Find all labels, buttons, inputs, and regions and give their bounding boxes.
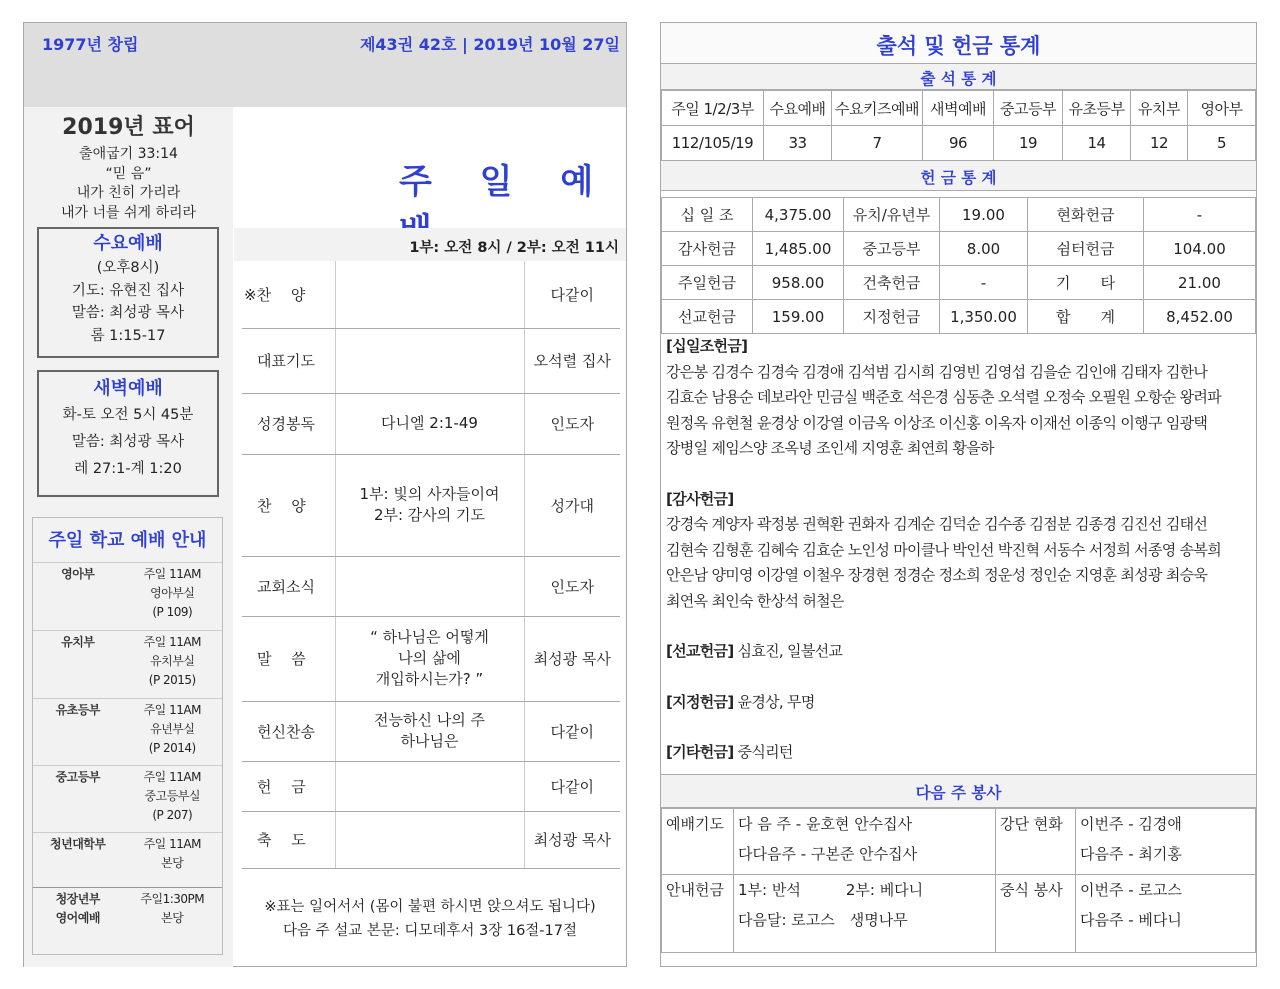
school-dept: 유초등부 bbox=[55, 703, 100, 717]
attendance-header: 영아부 bbox=[1188, 91, 1256, 126]
attendance-header: 유치부 bbox=[1131, 91, 1188, 126]
designated-label: [지정헌금] bbox=[666, 692, 734, 711]
motto-block bbox=[24, 111, 233, 223]
order-row bbox=[242, 761, 620, 811]
thanks-label: [감사헌금] bbox=[666, 489, 734, 508]
order-row bbox=[242, 261, 620, 328]
order-row bbox=[242, 556, 620, 616]
school-info bbox=[123, 699, 222, 765]
lunch-names bbox=[1076, 874, 1256, 952]
order-item: 말 씀 bbox=[242, 616, 335, 701]
offering-label: 합 계 bbox=[1028, 300, 1144, 334]
usher-names bbox=[734, 874, 996, 952]
dawn-title: 새벽예배 bbox=[93, 378, 163, 399]
school-info-line: 주일 11AM bbox=[143, 635, 201, 649]
thanks-names-line: 최연옥 최인숙 한상석 허철은 bbox=[666, 591, 844, 610]
school-row bbox=[33, 887, 222, 947]
mission-label: [선교헌금] bbox=[666, 642, 734, 660]
order-row bbox=[242, 616, 620, 701]
attendance-header-row bbox=[662, 91, 1256, 126]
order-content bbox=[335, 454, 524, 556]
offering-value: - bbox=[940, 266, 1028, 300]
offering-label: 선교헌금 bbox=[662, 300, 753, 334]
prayer-names bbox=[734, 808, 996, 874]
school-row bbox=[33, 630, 222, 698]
school-info bbox=[123, 563, 222, 630]
offering-label: 중고등부 bbox=[844, 232, 940, 266]
bulletin-front-page bbox=[23, 22, 627, 967]
school-info-line: (P 2014) bbox=[148, 741, 196, 755]
offering-label: 건축헌금 bbox=[844, 266, 940, 300]
issue-text: 제43권 42호 | 2019년 10월 27일 bbox=[359, 35, 620, 54]
attendance-header: 유초등부 bbox=[1063, 91, 1131, 126]
attendance-value: 5 bbox=[1188, 126, 1256, 161]
school-row bbox=[33, 765, 222, 832]
motto-line: “믿 음” bbox=[105, 165, 152, 182]
offering-value: 104.00 bbox=[1144, 232, 1256, 266]
attendance-header: 중고등부 bbox=[994, 91, 1063, 126]
offering-label: 쉼터헌금 bbox=[1028, 232, 1144, 266]
school-row bbox=[33, 562, 222, 630]
service-title: 주 일 예 bbox=[399, 162, 612, 202]
other-offering bbox=[666, 740, 1252, 766]
school-info bbox=[123, 888, 222, 947]
thanks-names-line: 김현숙 김형훈 김혜숙 김효순 노인성 마이클나 박인선 박진혁 서동수 서정희 서종영 송복희 bbox=[666, 540, 1221, 559]
attendance-value: 19 bbox=[994, 126, 1063, 161]
bulletin-stats-page bbox=[660, 22, 1257, 967]
other-label: [기타헌금] bbox=[666, 743, 734, 761]
footnote-line: ※표는 일어서서 (몸이 불편 하시면 앉으셔도 됩니다) bbox=[264, 899, 596, 915]
motto-line: 내가 너를 쉬게 하리라 bbox=[60, 204, 197, 221]
wednesday-title: 수요예배 bbox=[93, 233, 163, 254]
school-info-line: 주일 11AM bbox=[143, 770, 201, 784]
attendance-header: 수요키즈예배 bbox=[832, 91, 923, 126]
attendance-table bbox=[661, 90, 1256, 161]
altar-label: 강단 현화 bbox=[996, 808, 1076, 874]
order-content-line: 하나님은 bbox=[400, 732, 459, 750]
order-content bbox=[335, 761, 524, 811]
school-dept: 중고등부 bbox=[55, 770, 100, 784]
offering-row bbox=[662, 232, 1256, 266]
tithe-names-line: 원정옥 유현철 윤경상 이강열 이금옥 이상조 이신홍 이옥자 이재선 이종익 이행구 임광택 bbox=[666, 413, 1208, 432]
footnote-line: 다음 주 설교 본문: 디모데후서 3장 16절-17절 bbox=[282, 923, 577, 939]
motto-title: 2019년 표어 bbox=[62, 115, 195, 140]
dawn-line: 말씀: 최성광 목사 bbox=[71, 434, 185, 450]
offering-label: 지정헌금 bbox=[844, 300, 940, 334]
attendance-title: 출 석 통 계 bbox=[661, 64, 1256, 90]
order-content-line: 개입하시는가? ” bbox=[375, 670, 484, 688]
order-content bbox=[335, 261, 524, 328]
order-item: 교회소식 bbox=[242, 556, 335, 616]
altar-names bbox=[1076, 808, 1256, 874]
school-info-line: 유치부실 bbox=[150, 654, 195, 668]
school-info bbox=[123, 631, 222, 698]
offering-value: 21.00 bbox=[1144, 266, 1256, 300]
order-by: 인도자 bbox=[524, 556, 620, 616]
founded-text: 1977년 창립 bbox=[42, 35, 139, 54]
order-content bbox=[335, 616, 524, 701]
order-item: 대표기도 bbox=[242, 328, 335, 393]
thanks-names-line: 안은남 양미영 이강열 이철우 장경현 정경순 정소희 정운성 정인순 지영훈 최성광 최승욱 bbox=[666, 566, 1208, 584]
school-info-line: 영아부실 bbox=[150, 586, 195, 600]
attendance-value: 96 bbox=[923, 126, 994, 161]
school-info-line: 주일 11AM bbox=[143, 837, 201, 851]
sunday-school-box bbox=[32, 517, 223, 955]
wednesday-service-box bbox=[37, 227, 219, 358]
mission-offering bbox=[666, 639, 1252, 665]
prayer-line: 다 음 주 - 윤호현 안수집사 bbox=[738, 814, 913, 833]
offering-value: 19.00 bbox=[940, 198, 1028, 232]
order-row bbox=[242, 701, 620, 761]
school-info-line: 본당 bbox=[161, 856, 184, 870]
designated-names: 윤경상, 무명 bbox=[733, 692, 815, 711]
lunch-line: 이번주 - 로고스 bbox=[1080, 880, 1182, 899]
offering-value: - bbox=[1144, 198, 1256, 232]
attendance-value: 7 bbox=[832, 126, 923, 161]
order-content bbox=[335, 393, 524, 454]
offering-row bbox=[662, 198, 1256, 232]
next-week-table bbox=[661, 808, 1256, 953]
order-item: 헌신찬송 bbox=[242, 701, 335, 761]
tithe-names-line: 김효순 남용순 데보라안 민금실 백준호 석은경 심동춘 오석렬 오정숙 오필원 오항순 왕려파 bbox=[666, 388, 1221, 406]
offering-label: 주일헌금 bbox=[662, 266, 753, 300]
school-info-line: (P 2015) bbox=[148, 673, 196, 687]
offering-row bbox=[662, 300, 1256, 334]
offering-row bbox=[662, 266, 1256, 300]
order-by: 성가대 bbox=[524, 454, 620, 556]
designated-offering bbox=[666, 690, 1252, 716]
offering-label: 기 타 bbox=[1028, 266, 1144, 300]
offering-title: 헌 금 통 계 bbox=[661, 161, 1256, 191]
offering-value: 4,375.00 bbox=[753, 198, 844, 232]
prayer-label: 예배기도 bbox=[662, 808, 734, 874]
sunday-school-title: 주일 학교 예배 안내 bbox=[48, 530, 207, 551]
offering-table bbox=[661, 197, 1256, 334]
tithe-label: [십일조헌금] bbox=[666, 337, 748, 355]
school-info-line: 유년부실 bbox=[150, 722, 195, 736]
lunch-line: 다음주 - 베다니 bbox=[1080, 910, 1182, 929]
order-of-service bbox=[242, 261, 620, 869]
header-bar bbox=[24, 23, 626, 107]
footnote bbox=[234, 895, 626, 943]
dawn-service-box bbox=[37, 370, 219, 497]
altar-line: 이번주 - 김경애 bbox=[1080, 814, 1182, 833]
usher-line: 1부: 반석 2부: 베다니 bbox=[738, 880, 924, 899]
school-info-line: (P 109) bbox=[152, 605, 193, 619]
other-names: 중식리턴 bbox=[733, 743, 793, 761]
order-content bbox=[335, 556, 524, 616]
attendance-value: 112/105/19 bbox=[662, 126, 764, 161]
order-row bbox=[242, 393, 620, 454]
wednesday-line: 롬 1:15-17 bbox=[90, 327, 166, 344]
school-dept: 청년대학부 bbox=[50, 837, 106, 851]
attendance-value: 33 bbox=[764, 126, 832, 161]
order-by: 최성광 목사 bbox=[524, 616, 620, 701]
tithe-names-line: 강은봉 김경수 김경숙 김경애 김석범 김시희 김영빈 김영섭 김을순 김인애 김태자 김한나 bbox=[666, 362, 1208, 381]
usher-label: 안내헌금 bbox=[662, 874, 734, 952]
school-info-line: (P 207) bbox=[152, 808, 193, 822]
offering-label: 십 일 조 bbox=[662, 198, 753, 232]
school-info-line: 중고등부실 bbox=[144, 789, 200, 803]
attendance-header: 새벽예배 bbox=[923, 91, 994, 126]
school-dept: 청장년부 영어예배 bbox=[55, 892, 100, 925]
order-item: 성경봉독 bbox=[242, 393, 335, 454]
order-content-line: 다니엘 2:1-49 bbox=[381, 414, 478, 432]
attendance-header: 주일 1/2/3부 bbox=[662, 91, 764, 126]
wednesday-line: 기도: 유현진 집사 bbox=[71, 282, 185, 299]
order-item: 헌 금 bbox=[242, 761, 335, 811]
school-info bbox=[123, 766, 222, 832]
order-row bbox=[242, 811, 620, 868]
wednesday-line: (오후8시) bbox=[96, 260, 160, 276]
order-by: 오석렬 집사 bbox=[524, 328, 620, 393]
motto-line: 출애굽기 33:14 bbox=[79, 146, 178, 162]
order-content-line: “ 하나님은 어떻게 bbox=[370, 628, 489, 646]
offering-label: 감사헌금 bbox=[662, 232, 753, 266]
school-info-line: 주일1:30PM bbox=[140, 892, 205, 906]
offering-value: 1,350.00 bbox=[940, 300, 1028, 334]
wednesday-line: 말씀: 최성광 목사 bbox=[71, 305, 185, 321]
school-info-line: 주일 11AM bbox=[143, 567, 201, 581]
offering-value: 159.00 bbox=[753, 300, 844, 334]
order-content bbox=[335, 701, 524, 761]
offering-label: 현화헌금 bbox=[1028, 198, 1144, 232]
school-dept: 유치부 bbox=[61, 635, 95, 649]
sunday-school-list bbox=[33, 562, 222, 947]
order-by: 다같이 bbox=[524, 261, 620, 328]
order-row bbox=[242, 328, 620, 393]
order-item: 찬 양 bbox=[242, 454, 335, 556]
next-week-title: 다음 주 봉사 bbox=[661, 774, 1256, 808]
order-by: 다같이 bbox=[524, 761, 620, 811]
attendance-header: 수요예배 bbox=[764, 91, 832, 126]
mission-names: 심효진, 일불선교 bbox=[733, 642, 843, 660]
sidebar bbox=[24, 107, 233, 967]
order-content-line: 전능하신 나의 주 bbox=[374, 711, 485, 729]
usher-line: 다음달: 로고스 생명나무 bbox=[738, 910, 908, 929]
prayer-line: 다다음주 - 구본준 안수집사 bbox=[738, 844, 918, 863]
offering-names bbox=[661, 334, 1256, 766]
order-by: 인도자 bbox=[524, 393, 620, 454]
order-row bbox=[242, 454, 620, 556]
school-info-line: 본당 bbox=[161, 911, 184, 925]
school-dept: 영아부 bbox=[61, 567, 95, 581]
attendance-value: 14 bbox=[1063, 126, 1131, 161]
order-content-line: 1부: 빛의 사자들이여 bbox=[359, 485, 500, 503]
school-info-line: 주일 11AM bbox=[143, 703, 201, 717]
stats-title: 출석 및 헌금 통계 bbox=[661, 23, 1256, 64]
thanks-names-line: 강경숙 계양자 곽정봉 권혁환 권화자 김계순 김덕순 김수종 김점분 김종경 김진선 김태선 bbox=[666, 515, 1208, 533]
motto-line: 내가 친히 가리라 bbox=[76, 185, 181, 201]
order-item: 축 도 bbox=[242, 811, 335, 868]
order-by: 최성광 목사 bbox=[524, 811, 620, 868]
tithe-names-line: 장병일 제임스양 조옥녕 조인세 지영훈 최연희 황을하 bbox=[666, 439, 994, 457]
offering-value: 8,452.00 bbox=[1144, 300, 1256, 334]
service-times: 1부: 오전 8시 / 2부: 오전 11시 bbox=[234, 228, 626, 261]
altar-line: 다음주 - 최기홍 bbox=[1080, 844, 1182, 863]
school-row bbox=[33, 698, 222, 765]
offering-value: 1,485.00 bbox=[753, 232, 844, 266]
offering-label: 유치/유년부 bbox=[844, 198, 940, 232]
order-content-line: 2부: 감사의 기도 bbox=[373, 506, 486, 524]
attendance-value: 12 bbox=[1131, 126, 1188, 161]
dawn-line: 화-토 오전 5시 45분 bbox=[62, 407, 194, 423]
order-by: 다같이 bbox=[524, 701, 620, 761]
dawn-line: 레 27:1-계 1:20 bbox=[74, 461, 182, 477]
order-content bbox=[335, 811, 524, 868]
school-row bbox=[33, 832, 222, 887]
order-item: ※찬 양 bbox=[242, 261, 335, 328]
next-week-row bbox=[662, 808, 1256, 874]
offering-value: 958.00 bbox=[753, 266, 844, 300]
order-content-line: 나의 삶에 bbox=[398, 649, 461, 667]
next-week-row bbox=[662, 874, 1256, 952]
lunch-label: 중식 봉사 bbox=[996, 874, 1076, 952]
school-info bbox=[123, 833, 222, 887]
attendance-value-row bbox=[662, 126, 1256, 161]
order-content bbox=[335, 328, 524, 393]
offering-value: 8.00 bbox=[940, 232, 1028, 266]
